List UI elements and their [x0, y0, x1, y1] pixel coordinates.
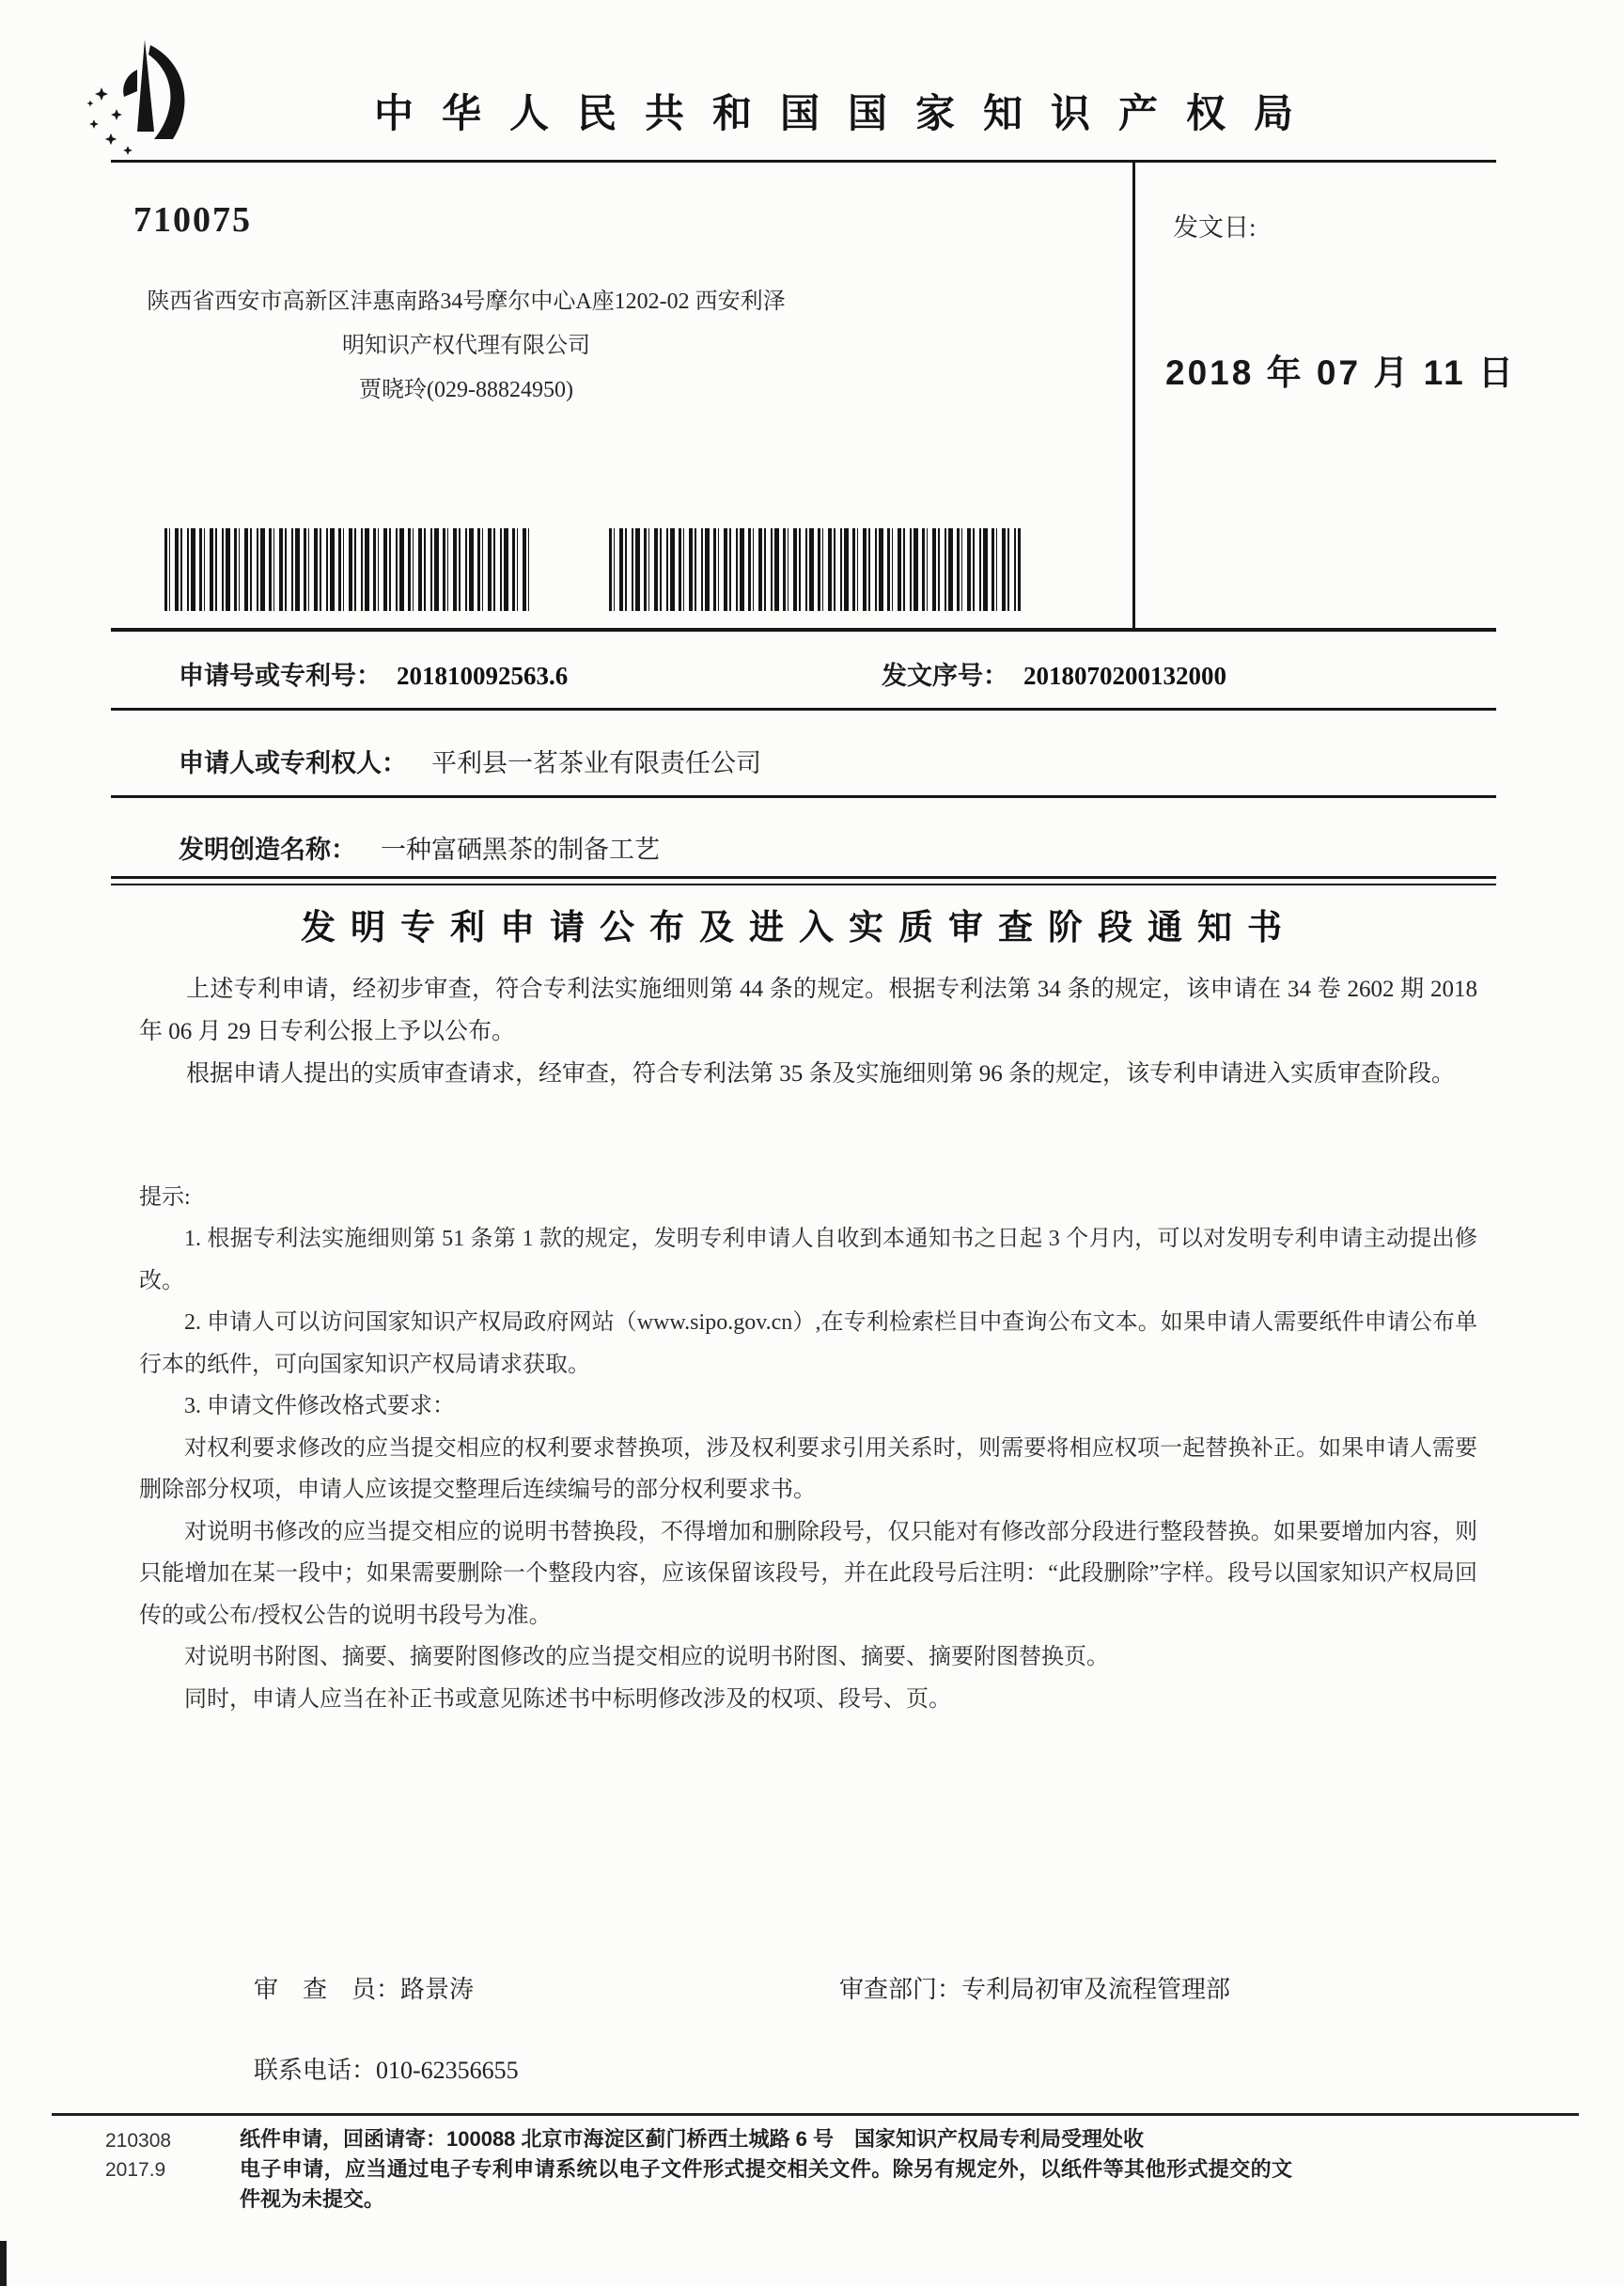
contact-phone-field: [254, 2051, 519, 2086]
applicant-row: [179, 743, 761, 779]
row-divider: [111, 708, 1496, 711]
address-line-1: 陕西省西安市高新区沣惠南路34号摩尔中心A座1202-02 西安利泽: [147, 290, 786, 314]
postal-code: 710075: [133, 200, 252, 240]
org-title: 中华人民共和国国家知识产权局: [374, 91, 1322, 135]
tips-item: 对权利要求修改的应当提交相应的权利要求替换项，涉及权利要求引用关系时，则需要将相应权项一起替换补正。如果申请人需要删除部分权项，申请人应该提交整理后连续编号的部分权利要求书。: [139, 1435, 1477, 1502]
examiner-dept-label: 审查部门：: [839, 1976, 962, 2003]
examiner-name-field: [254, 1970, 474, 2005]
scan-edge-artifact: [0, 2241, 7, 2286]
section-divider-double: [111, 876, 1496, 885]
invention-title-label: 发明创造名称：: [179, 836, 356, 864]
tips-label: 提示:: [139, 1185, 191, 1210]
applicant-label: 申请人或专利权人：: [179, 749, 407, 777]
tips-section: [139, 1177, 1477, 1720]
footer-line-paper: 纸件申请，回函请寄：100088 北京市海淀区蓟门桥西土城路 6 号 国家知识产权局专利局受理处收: [240, 2127, 1144, 2151]
tips-item: 对说明书附图、摘要、摘要附图修改的应当提交相应的说明书附图、摘要、摘要附图替换页。: [184, 1645, 1109, 1669]
dispatch-box-border: [1132, 162, 1135, 630]
invention-title-value: 一种富硒黑茶的制备工艺: [381, 836, 660, 864]
tips-item: 3. 申请文件修改格式要求：: [184, 1394, 455, 1418]
barcode-icon: [164, 528, 529, 611]
notice-body: [139, 968, 1477, 1095]
application-number-row: [179, 655, 568, 692]
tips-item: 对说明书修改的应当提交相应的说明书替换段，不得增加和删除段号，仅只能对有修改部分段进行整段替换。如果要增加内容，则只能增加在某一段中；如果需要删除一个整段内容，应该保留该段号，并在此段号后注明：“此段删除”字样。段号以国家知识产权局回传的或公布/授权公告的说明书段号为准。: [139, 1519, 1477, 1628]
examiner-name-value: 路景涛: [400, 1976, 475, 2003]
application-number-label: 申请号或专利号：: [179, 662, 382, 690]
examiner-name-label: 审 查 员：: [254, 1976, 401, 2003]
form-version: 2017.9: [105, 2159, 166, 2181]
examiner-dept-field: [839, 1970, 1230, 2005]
recipient-address: [130, 280, 803, 413]
footer-instructions: [240, 2124, 1292, 2215]
contact-phone-label: 联系电话：: [254, 2057, 377, 2084]
dispatch-serial-row: [882, 655, 1226, 692]
invention-title-row: [179, 829, 660, 866]
notice-title: 发明专利申请公布及进入实质审查阶段通知书: [301, 909, 1297, 947]
header-divider: [111, 160, 1496, 163]
dispatch-serial-label: 发文序号：: [882, 662, 1008, 690]
dispatch-serial-value: 2018070200132000: [1023, 662, 1226, 690]
footer-line-electronic: 电子申请，应当通过电子专利申请系统以电子文件形式提交相关文件。除另有规定外，以纸件等其他形式提交的文件视为未提交。: [240, 2157, 1292, 2211]
section-divider: [111, 628, 1496, 632]
form-code-block: [105, 2126, 171, 2184]
dispatch-date-value: 2018 年 07 月 11 日: [1165, 353, 1516, 392]
examiner-dept-value: 专利局初审及流程管理部: [961, 1976, 1231, 2003]
notice-paragraph: 上述专利申请，经初步审查，符合专利法实施细则第 44 条的规定。根据专利法第 34 条的规定，该申请在 34 卷 2602 期 2018 年 06 月 29 日专利公报上予以公布。: [139, 977, 1477, 1044]
applicant-value: 平利县一茗茶业有限责任公司: [431, 749, 761, 777]
barcode-icon: [609, 528, 1021, 611]
tips-item: 同时，申请人应当在补正书或意见陈述书中标明修改涉及的权项、段号、页。: [184, 1686, 951, 1712]
footer-divider: [52, 2113, 1579, 2116]
row-divider: [111, 795, 1496, 798]
cnipa-logo-icon: [83, 38, 214, 160]
tips-item: 1. 根据专利法实施细则第 51 条第 1 款的规定，发明专利申请人自收到本通知书之日起 3 个月内，可以对发明专利申请主动提出修改。: [139, 1227, 1477, 1293]
tips-item: 2. 申请人可以访问国家知识产权局政府网站（www.sipo.gov.cn）,在专利检索栏目中查询公布文本。如果申请人需要纸件申请公布单行本的纸件，可向国家知识产权局请求获取。: [139, 1310, 1477, 1377]
form-code: 210308: [105, 2130, 172, 2152]
contact-phone-value: 010-62356655: [376, 2057, 519, 2084]
address-line-3: 贾晓玲(029-88824950): [359, 378, 573, 402]
dispatch-date-label: 发文日:: [1173, 213, 1257, 242]
application-number-value: 201810092563.6: [397, 662, 569, 690]
address-line-2: 明知识产权代理有限公司: [342, 334, 590, 358]
notice-paragraph: 根据申请人提出的实质审查请求，经审查，符合专利法第 35 条及实施细则第 96 条的规定，该专利申请进入实质审查阶段。: [186, 1061, 1456, 1087]
